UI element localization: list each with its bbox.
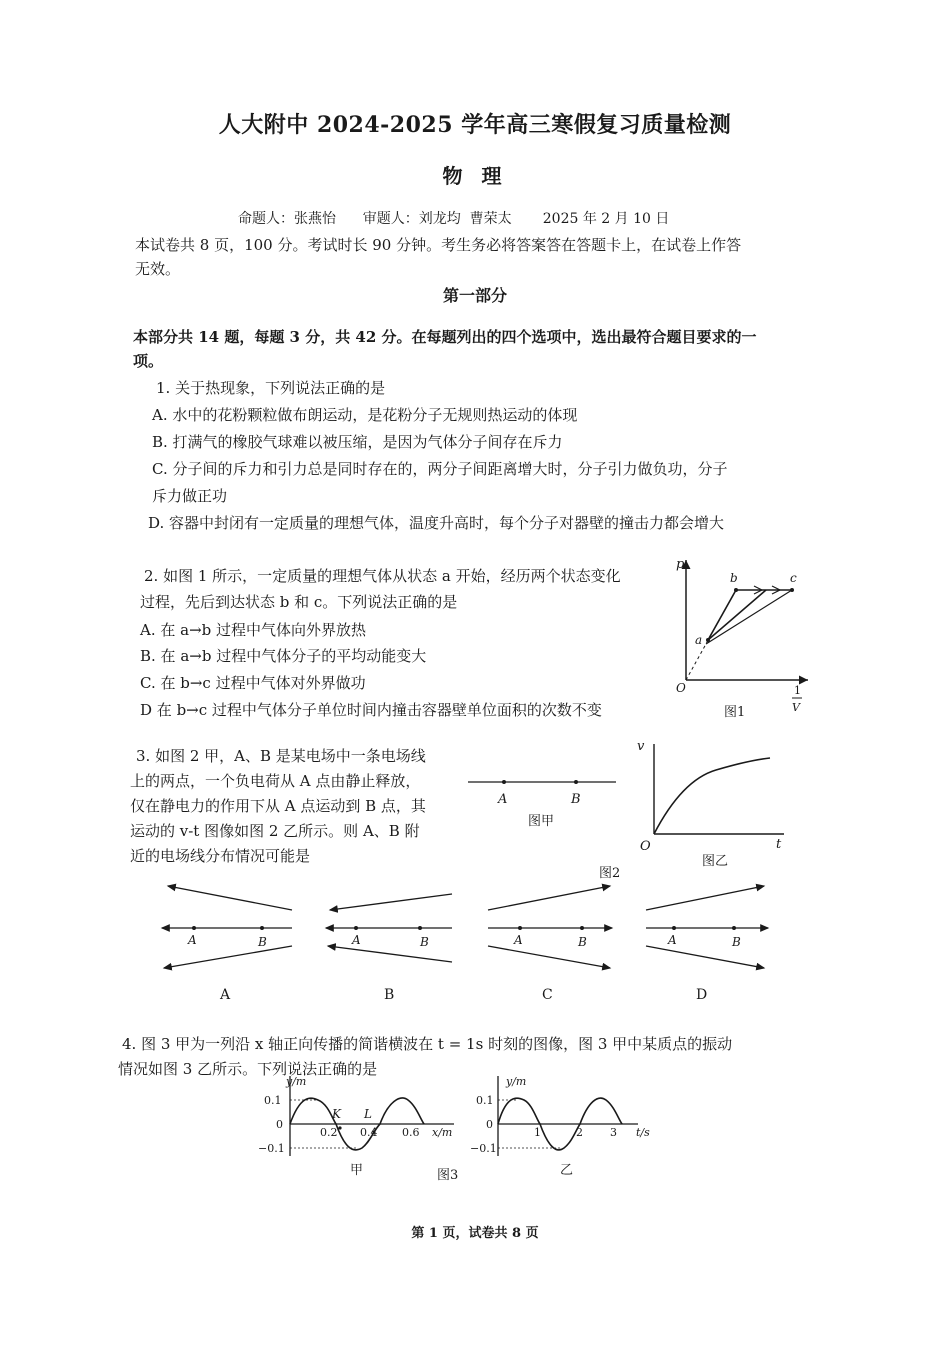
figure-1-pv-graph [668,552,818,727]
origin-label: O [676,681,686,695]
page-footer: 第 1 页，试卷共 8 页 [411,1226,539,1241]
yi-y-bot: −0.1 [470,1142,497,1155]
vt-curve [654,758,770,834]
point-a-label: A [498,792,508,807]
opt-a-pt-a: A [188,933,197,947]
q2-option-c: C. 在 b→c 过程中气体对外界做功 [140,674,366,692]
opt-c-pt-a: A [514,933,523,947]
q3-line-4: 运动的 v-t 图像如图 2 乙所示。则 A、B 附 [130,822,420,840]
figure-2-caption: 图2 [599,866,621,881]
notice-line-2: 无效。 [135,260,181,278]
process-a-b [708,590,736,640]
t-label: t [776,837,782,852]
jia-tick-0-6: 0.6 [402,1126,420,1139]
state-a-point [706,638,710,642]
state-c-point [790,588,794,592]
q2-option-d: D 在 b→c 过程中气体分子单位时间内撞击容器壁单位面积的次数不变 [140,701,602,719]
option-c-field-lines [488,886,612,1003]
opt-b-pt-b: B [420,935,429,949]
option-a-label: A [220,987,231,1003]
v-label: v [637,739,645,754]
section-title: 第一部分 [442,286,507,305]
jia-x-label: x/m [432,1126,453,1139]
point-a [502,780,506,784]
q2-option-a: A. 在 a→b 过程中气体向外界放热 [140,621,367,639]
option-b-field-lines [326,894,452,1003]
yi-y-zero: 0 [486,1118,493,1131]
yi-tick-1: 1 [534,1126,541,1139]
jia-y-top: 0.1 [264,1094,282,1107]
point-b [574,780,578,784]
p-label: p [676,557,685,572]
opt-b-pt-a: A [352,933,361,947]
q2-stem-2: 过程，先后到达状态 b 和 c。下列说法正确的是 [140,593,458,611]
figure-3-jia-wave [256,1070,459,1185]
point-b-label: B [571,792,581,807]
q1-option-c-cont: 斥力做正功 [152,487,228,505]
q1-option-d: D. 容器中封闭有一定质量的理想气体，温度升高时，每个分子对器壁的撞击力都会增大 [148,514,725,532]
q4-line-1: 4. 图 3 甲为一列沿 x 轴正向传播的简谐横波在 t = 1s 时刻的图像，图 3 甲中某质点的振动 [122,1035,733,1053]
q1-stem: 1. 关于热现象，下列说法正确的是 [156,379,386,397]
b-label: b [730,571,738,585]
notice-line-1: 本试卷共 8 页，100 分。考试时长 90 分钟。考生务必将答案答在答题卡上，在试卷上作答 [135,236,742,254]
figure-2-jia [462,770,622,830]
yi-x-label: t/s [636,1126,650,1139]
fig-jia-caption: 图甲 [528,814,555,829]
a-label: a [695,633,703,647]
option-a-field-lines [162,886,292,1003]
fig-yi-caption: 图乙 [702,854,729,869]
jia-tick-0-4: 0.4 [360,1126,378,1139]
point-k-label: K [332,1107,341,1121]
figure-2-yi-vt-graph [634,738,789,873]
option-b-label: B [384,987,395,1003]
c-label: c [790,571,797,585]
state-b-point [734,588,738,592]
figure-3-yi-vibration [470,1070,660,1185]
option-d-field-lines [646,886,768,1003]
q2-stem-1: 2. 如图 1 所示，一定质量的理想气体从状态 a 开始，经历两个状态变化 [144,567,621,585]
subject-title: 物 理 [442,164,508,188]
q3-line-1: 3. 如图 2 甲，A、B 是某电场中一条电场线 [136,747,426,765]
yi-y-top: 0.1 [476,1094,494,1107]
yi-caption: 乙 [560,1163,574,1178]
figure-3-caption: 图3 [437,1168,459,1183]
q4-line-2: 情况如图 3 乙所示。下列说法正确的是 [118,1060,378,1078]
exam-title: 人大附中 2024-2025 学年高三寒假复习质量检测 [218,112,732,138]
jia-tick-0-2: 0.2 [320,1126,338,1139]
jia-y-bot: −0.1 [258,1142,285,1155]
author-line: 命题人：张燕怡 审题人：刘龙均 曹荣太 2025 年 2 月 10 日 [238,211,670,227]
inv-v-den: V [792,701,800,714]
jia-y-zero: 0 [276,1118,283,1131]
section-intro-2: 项。 [133,352,164,370]
q3-line-5: 近的电场线分布情况可能是 [130,847,311,865]
opt-a-pt-b: B [258,935,267,949]
section-intro-1: 本部分共 14 题，每题 3 分，共 42 分。在每题列出的四个选项中，选出最符合题目要求的一 [133,328,757,346]
yi-tick-3: 3 [610,1126,617,1139]
q1-option-b: B. 打满气的橡胶气球难以被压缩，是因为气体分子间存在斥力 [152,433,563,451]
option-c-label: C [542,987,553,1003]
jia-caption: 甲 [350,1163,364,1178]
opt-c-pt-b: B [578,935,587,949]
option-d-label: D [696,987,708,1003]
q1-option-a: A. 水中的花粉颗粒做布朗运动，是花粉分子无规则热运动的体现 [152,406,578,424]
q1-option-c: C. 分子间的斥力和引力总是同时存在的，两分子间距离增大时，分子引力做负功，分子 [152,460,728,478]
yi-y-label: y/m [506,1075,527,1088]
yi-tick-2: 2 [576,1126,583,1139]
inv-v-num: 1 [794,684,801,697]
q3-line-2: 上的两点，一个负电荷从 A 点由静止释放， [130,772,421,790]
opt-d-pt-a: A [668,933,677,947]
vt-origin-label: O [640,839,651,854]
point-l-label: L [364,1107,372,1121]
q3-line-3: 仅在静电力的作用下从 A 点运动到 B 点，其 [130,797,426,815]
jia-y-label: y/m [286,1075,307,1088]
q2-option-b: B. 在 a→b 过程中气体分子的平均动能变大 [140,647,427,665]
figure-1-caption: 图1 [724,705,746,720]
opt-d-pt-b: B [732,935,741,949]
q3-options-figure [150,876,790,1006]
